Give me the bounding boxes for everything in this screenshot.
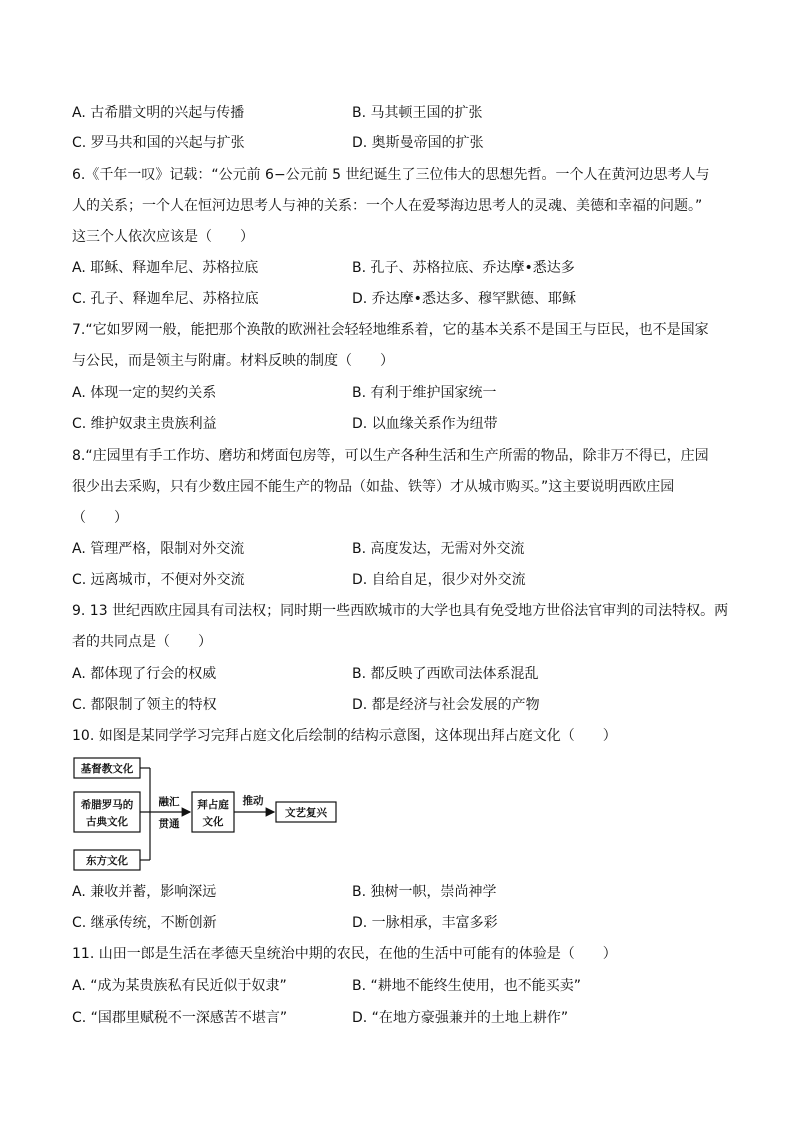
q9-option-d: D. 都是经济与社会发展的产物 xyxy=(352,697,540,713)
q10-option-c: C. 继承传统，不断创新 xyxy=(72,915,217,931)
q5-option-c: C. 罗马共和国的兴起与扩张 xyxy=(72,135,245,151)
q9-option-c: C. 都限制了领主的特权 xyxy=(72,697,217,713)
q11-option-d: D. “在地方豪强兼并的土地上耕作” xyxy=(352,1010,569,1026)
box-eastern-culture-label: 东方文化 xyxy=(86,855,128,867)
q8-stem-line1: 8.“庄园里有手工作坊、磨坊和烤面包房等，可以生产各种生活和生产所需的物品，除非万不得已，庄园 xyxy=(72,448,709,464)
push-label: 推动 xyxy=(242,795,264,807)
q6-option-c: C. 孔子、释迦牟尼、苏格拉底 xyxy=(72,291,259,307)
q8-stem-line3: （ ） xyxy=(72,510,128,526)
box-renaissance-label: 文艺复兴 xyxy=(285,807,327,819)
q6-option-d: D. 乔达摩•悉达多、穆罕默德、耶稣 xyxy=(352,291,576,307)
merge-label-1: 融汇 xyxy=(158,796,180,808)
box-greco-roman-label2: 古典文化 xyxy=(86,816,128,828)
q9-option-b: B. 都反映了西欧司法体系混乱 xyxy=(352,666,539,682)
q11-option-a: A. “成为某贵族私有民近似于奴隶” xyxy=(72,978,287,994)
box-greco-roman-label1: 希腊罗马的 xyxy=(80,799,134,811)
q6-option-b: B. 孔子、苏格拉底、乔达摩•悉达多 xyxy=(352,260,575,276)
q7-option-b: B. 有利于维护国家统一 xyxy=(352,385,497,401)
q8-stem-line2: 很少出去采购，只有少数庄园不能生产的物品（如盐、铁等）才从城市购买。”这主要说明西欧庄园 xyxy=(72,479,675,495)
byzantine-structure-diagram xyxy=(72,756,342,872)
q11-option-c: C. “国郡里赋税不一深感苦不堪言” xyxy=(72,1010,288,1026)
q8-option-a: A. 管理严格，限制对外交流 xyxy=(72,541,245,557)
box-byzantine-label2: 文化 xyxy=(202,816,224,828)
q5-option-d: D. 奥斯曼帝国的扩张 xyxy=(352,135,484,151)
q7-option-c: C. 维护奴隶主贵族利益 xyxy=(72,416,217,432)
q7-stem-line1: 7.“它如罗网一般，能把那个涣散的欧洲社会轻轻地维系着，它的基本关系不是国王与臣民，也不是国家 xyxy=(72,322,709,338)
q6-stem-line3: 这三个人依次应该是（ ） xyxy=(72,229,254,245)
q10-stem-line1: 10. 如图是某同学学习完拜占庭文化后绘制的结构示意图，这体现出拜占庭文化（ ） xyxy=(72,728,617,744)
q8-option-d: D. 自给自足，很少对外交流 xyxy=(352,572,526,588)
q5-option-a: A. 古希腊文明的兴起与传播 xyxy=(72,105,245,121)
q11-stem-line1: 11. 山田一郎是生活在孝德天皇统治中期的农民，在他的生活中可能有的体验是（ ） xyxy=(72,946,617,962)
q6-stem-line2: 人的关系；一个人在恒河边思考人与神的关系：一个人在爱琴海边思考人的灵魂、美德和幸福的问题。” xyxy=(72,198,703,214)
q9-option-a: A. 都体现了行会的权威 xyxy=(72,666,217,682)
q9-stem-line2: 者的共同点是（ ） xyxy=(72,634,212,650)
box-byzantine-label1: 拜占庭 xyxy=(197,799,229,811)
q6-option-a: A. 耶稣、释迦牟尼、苏格拉底 xyxy=(72,260,259,276)
q10-option-b: B. 独树一帜，崇尚神学 xyxy=(352,884,497,900)
q7-option-a: A. 体现一定的契约关系 xyxy=(72,385,217,401)
merge-label-2: 贯通 xyxy=(158,818,180,830)
q9-stem-line1: 9. 13 世纪西欧庄园具有司法权；同时期一些西欧城市的大学也具有免受地方世俗法官审判的司法特权。两 xyxy=(72,603,729,619)
q11-option-b: B. “耕地不能终生使用，也不能买卖” xyxy=(352,978,582,994)
q6-stem-line1: 6.《千年一叹》记载：“公元前 6−公元前 5 世纪诞生了三位伟大的思想先哲。一个人在黄河边思考人与 xyxy=(72,167,710,183)
q8-option-c: C. 远离城市，不便对外交流 xyxy=(72,572,245,588)
q7-stem-line2: 与公民，而是领主与附庸。材料反映的制度（ ） xyxy=(72,353,394,369)
q5-option-b: B. 马其顿王国的扩张 xyxy=(352,105,483,121)
q10-option-a: A. 兼收并蓄，影响深远 xyxy=(72,884,217,900)
q10-option-d: D. 一脉相承，丰富多彩 xyxy=(352,915,498,931)
q8-option-b: B. 高度发达，无需对外交流 xyxy=(352,541,525,557)
box-christian-culture-label: 基督教文化 xyxy=(80,763,134,775)
q7-option-d: D. 以血缘关系作为纽带 xyxy=(352,416,498,432)
